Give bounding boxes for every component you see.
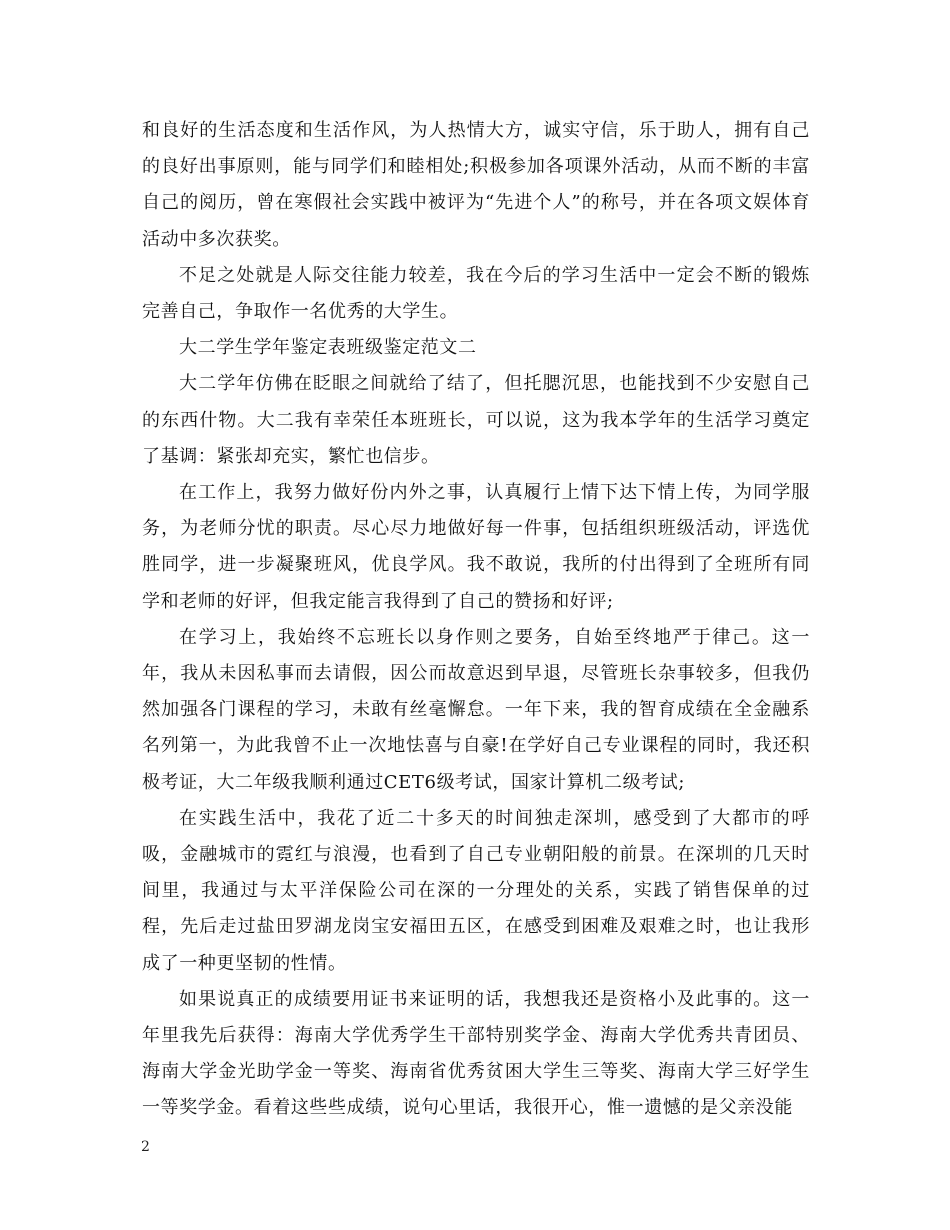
section-heading: 大二学生学年鉴定表班级鉴定范文二 <box>179 337 477 359</box>
page-number: 2 <box>141 1139 150 1155</box>
paragraph: 不足之处就是人际交往能力较差，我在今后的学习生活中一定会不断的锻炼完善自己，争取作一名优秀的大学生。 <box>142 264 810 323</box>
paragraph: 和良好的生活态度和生活作风，为人热情大方，诚实守信，乐于助人，拥有自己的良好出事原则，能与同学们和睦相处;积极参加各项课外活动，从而不断的丰富自己的阅历，曾在寒假社会实践中被评为“先进个人”的称号，并在各项文娱体育活动中多次获奖。 <box>142 120 810 250</box>
document-body <box>142 113 810 1127</box>
paragraph: 如果说真正的成绩要用证书来证明的话，我想我还是资格小及此事的。这一年里我先后获得：海南大学优秀学生干部特别奖学金、海南大学优秀共青团员、海南大学金光助学金一等奖、海南省优秀贫困大学生三等奖、海南大学三好学生一等奖学金。看着这些些成绩，说句心里话，我很开心，惟一遗憾的是父亲没能 <box>142 988 810 1119</box>
paragraph: 在工作上，我努力做好份内外之事，认真履行上情下达下情上传，为同学服务，为老师分忧的职责。尽心尽力地做好每一件事，包括组织班级活动，评选优胜同学，进一步凝聚班风，优良学风。我不敢说，我所的付出得到了全班所有同学和老师的好评，但我定能言我得到了自己的赞扬和好评; <box>142 482 810 612</box>
paragraph: 在实践生活中，我花了近二十多天的时间独走深圳，感受到了大都市的呼吸，金融城市的霓红与浪漫，也看到了自己专业朝阳般的前景。在深圳的几天时间里，我通过与太平洋保险公司在深的一分理处的关系，实践了销售保单的过程，先后走过盐田罗湖龙岗宝安福田五区，在感受到困难及艰难之时，也让我形成了一种更坚韧的性情。 <box>142 807 810 974</box>
paragraph: 大二学年仿佛在眨眼之间就给了结了，但托腮沉思，也能找到不少安慰自己的东西什物。大二我有幸荣任本班班长，可以说，这为我本学年的生活学习奠定了基调：紧张却充实，繁忙也信步。 <box>142 373 810 467</box>
paragraph: 在学习上，我始终不忘班长以身作则之要务，自始至终地严于律己。这一年，我从未因私事而去请假，因公而故意迟到早退，尽管班长杂事较多，但我仍然加强各门课程的学习，未敢有丝毫懈怠。一年下来，我的智育成绩在全金融系名列第一，为此我曾不止一次地怯喜与自豪!在学好自己专业课程的同时，我还积极考证，大二年级我顺利通过CET6级考试，国家计算机二级考试; <box>142 626 810 793</box>
